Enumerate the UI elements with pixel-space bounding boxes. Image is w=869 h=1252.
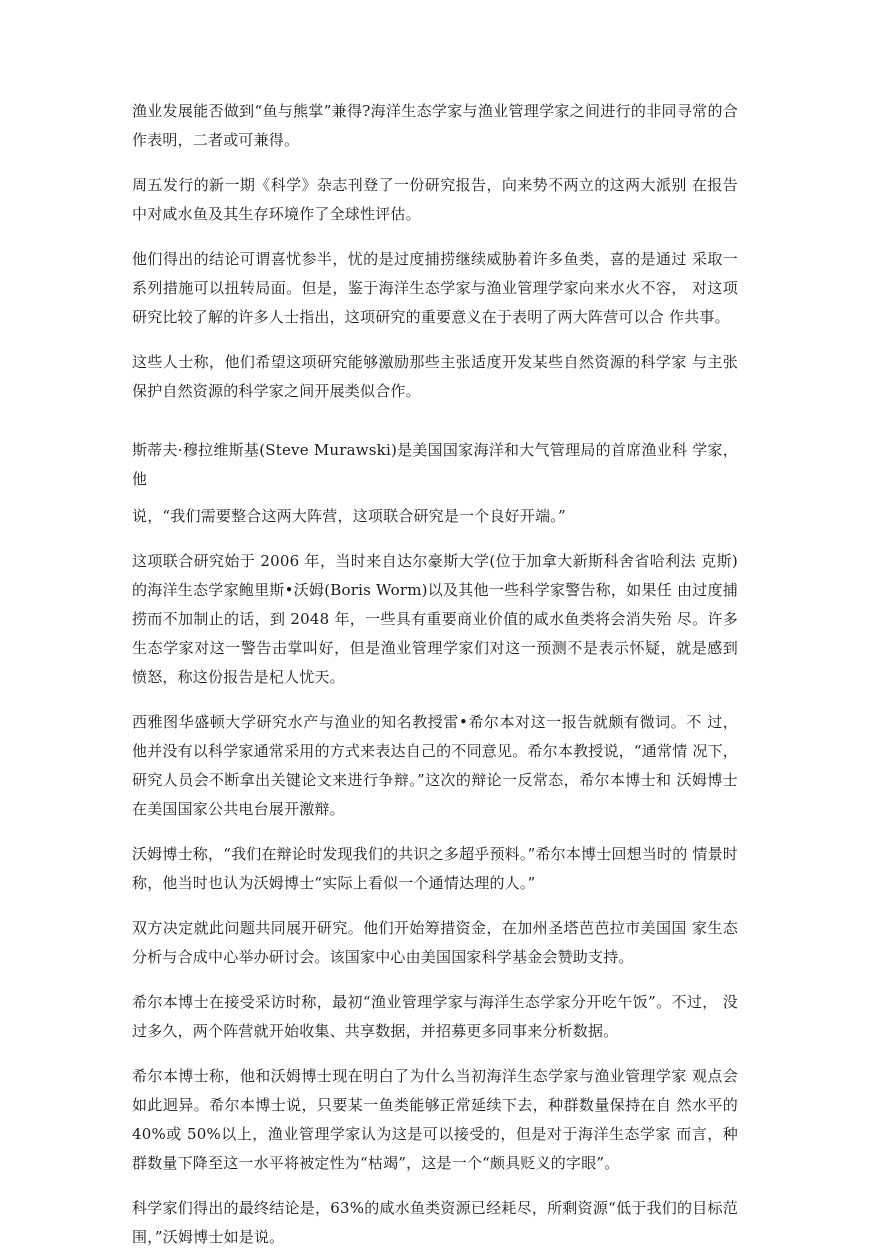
paragraph-worm-consensus: 沃姆博士称，“我们在辩论时发现我们的共识之多超乎预料。”希尔本博士回想当时的 情景时称，他当时也认为沃姆博士“实际上看似一个通情达理的人。” xyxy=(132,845,739,892)
paragraph-joint-research: 双方决定就此问题共同展开研究。他们开始筹措资金，在加州圣塔芭芭拉市美国国 家生态分析与合成中心举办研讨会。该国家中心由美国国家科学基金会赞助支持。 xyxy=(132,919,738,966)
paragraph-science-report: 周五发行的新一期《科学》杂志刊登了一份研究报告，向来势不两立的这两大派别 在报告中对咸水鱼及其生存环境作了全球性评估。 xyxy=(132,176,738,223)
paragraph-2006-study: 这项联合研究始于 2006 年，当时来自达尔豪斯大学(位于加拿大新斯科舍省哈利法 克斯)的海洋生态学家鲍里斯•沃姆(Boris Worm)以及其他一些科学家警告称，如果任 由过度捕捞而不加制止的话，到 2048 年，一些具有重要商业价值的咸水鱼类将会消失殆 尽。许多生态学家对这一警告击掌叫好，但是渔业管理学家们对这一预测不是表示怀疑，就是感到愤怒，称这份报告是杞人忧天。 xyxy=(132,552,738,686)
paragraph-murawski-line1: 斯蒂夫·穆拉维斯基(Steve Murawski)是美国国家海洋和大气管理局的首席渔业科 学家，他 xyxy=(132,441,738,488)
article-body xyxy=(132,97,738,1252)
paragraph-hope-cooperation: 这些人士称，他们希望这项研究能够激励那些主张适度开发某些自然资源的科学家 与主张保护自然资源的科学家之间开展类似合作。 xyxy=(132,353,738,400)
paragraph-final-conclusion: 科学家们得出的最终结论是，63%的咸水鱼类资源已经耗尽，所剩资源“低于我们的目标范围，”沃姆博士如是说。 xyxy=(132,1199,738,1246)
paragraph-separate-lunch: 希尔本博士在接受采访时称，最初“渔业管理学家与海洋生态学家分开吃午饭”。不过， 没过多久，两个阵营就开始收集、共享数据，并招募更多同事来分析数据。 xyxy=(132,993,738,1040)
paragraph-mixed-conclusion: 他们得出的结论可谓喜忧参半，忧的是过度捕捞继续威胁着许多鱼类，喜的是通过 采取一系列措施可以扭转局面。但是，鉴于海洋生态学家与渔业管理学家向来水火不容， 对这项研究比较了解的许多人士指出，这项研究的重要意义在于表明了两大阵营可以合 作共事。 xyxy=(132,250,738,326)
paragraph-intro: 渔业发展能否做到“鱼与熊掌”兼得?海洋生态学家与渔业管理学家之间进行的非同寻常的合作表明，二者或可兼得。 xyxy=(132,102,738,149)
paragraph-hilborn-criticism: 西雅图华盛顿大学研究水产与渔业的知名教授雷•希尔本对这一报告就颇有微词。不 过，他并没有以科学家通常采用的方式来表达自己的不同意见。希尔本教授说，“通常情 况下，研究人员会不断拿出关键论文来进行争辩。”这次的辩论一反常态，希尔本博士和 沃姆博士在美国国家公共电台展开激辩。 xyxy=(132,713,738,818)
paragraph-different-views: 希尔本博士称，他和沃姆博士现在明白了为什么当初海洋生态学家与渔业管理学家 观点会如此迥异。希尔本博士说，只要某一鱼类能够正常延续下去，种群数量保持在自 然水平的 40%或 50%以上，渔业管理学家认为这是可以接受的，但是对于海洋生态学家 而言，种群数量下降至这一水平将被定性为“枯竭”，这是一个“颇具贬义的字眼”。 xyxy=(132,1067,738,1172)
paragraph-murawski-line2: 说，“我们需要整合这两大阵营，这项联合研究是一个良好开端。” xyxy=(132,507,566,525)
